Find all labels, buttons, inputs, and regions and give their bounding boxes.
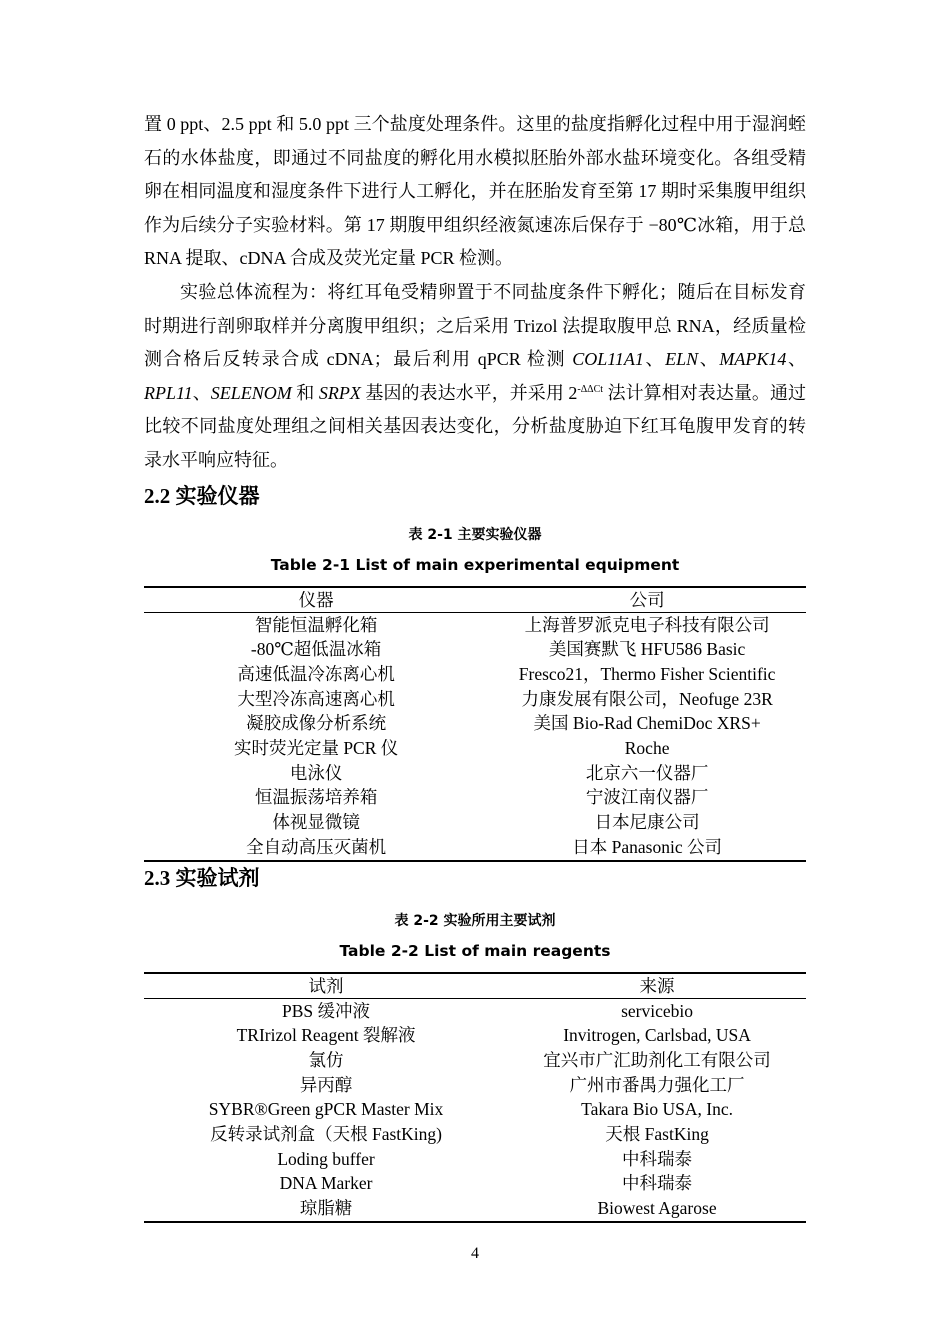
column-header-reagent: 试剂 bbox=[144, 973, 508, 999]
table1-caption-en: Table 2-1 List of main experimental equipment bbox=[270, 555, 680, 574]
table2-caption-zh: 表 2-2 实验所用主要试剂 bbox=[394, 912, 556, 929]
source-cell: servicebio bbox=[621, 1000, 693, 1021]
reagents-table bbox=[144, 972, 806, 1223]
source-cell: 宜兴市广汇助剂化工有限公司 bbox=[543, 1049, 771, 1070]
company-cell: 美国 Bio-Rad ChemiDoc XRS+ bbox=[533, 713, 761, 734]
equipment-table bbox=[144, 586, 806, 862]
table-row bbox=[144, 1122, 806, 1147]
company-cell: 日本尼康公司 bbox=[594, 812, 700, 833]
table-row bbox=[144, 711, 806, 736]
reagent-cell: 琼脂糖 bbox=[144, 1196, 508, 1222]
workflow-text-1: 实验总体流程为：将红耳龟受精卵置于不同盐度条件下孵化；随后在目标发育时期进行剖卵取样并分离腹甲组织；之后采用 Trizol 法提取腹甲总 RNA，经质量检测合格后反转录合成 cDNA；最后利用 qPCR 检测 bbox=[144, 281, 806, 370]
workflow-text-2: 基因的表达水平，并采用 2 bbox=[360, 382, 578, 403]
reagent-cell: Loding buffer bbox=[277, 1148, 375, 1169]
separator: 、 bbox=[192, 382, 211, 403]
separator: 、 bbox=[786, 349, 807, 370]
source-cell: Invitrogen, Carlsbad, USA bbox=[563, 1025, 751, 1046]
reagent-cell: SYBR®Green gPCR Master Mix bbox=[208, 1099, 444, 1120]
instrument-cell: 智能恒温孵化箱 bbox=[254, 614, 378, 635]
company-cell: Roche bbox=[624, 738, 670, 759]
source-cell: 中科瑞泰 bbox=[622, 1148, 693, 1169]
table-row bbox=[144, 1196, 806, 1222]
table-row bbox=[144, 1048, 806, 1073]
gene-mapk14: MAPK14 bbox=[719, 349, 787, 370]
section-heading-reagents: 2.3 实验试剂 bbox=[144, 865, 260, 890]
table2-caption-en: Table 2-2 List of main reagents bbox=[339, 941, 611, 960]
source-cell: 广州市番禺力强化工厂 bbox=[569, 1074, 745, 1095]
workflow-text-3: 法计算相对表达量。通过比较不同盐度处理组之间相关基因表达变化，分析盐度胁迫下红耳龟腹甲发育的转录水平响应特征。 bbox=[144, 382, 807, 470]
table-row bbox=[144, 687, 806, 712]
table-row bbox=[144, 1073, 806, 1098]
instrument-cell: 全自动高压灭菌机 bbox=[144, 835, 488, 861]
table-row bbox=[144, 1097, 806, 1122]
reagent-cell: 氯仿 bbox=[308, 1049, 344, 1070]
reagent-cell: 反转录试剂盒（天根 FastKing) bbox=[210, 1124, 442, 1145]
column-header-instrument: 仪器 bbox=[144, 587, 488, 613]
table-header-row bbox=[144, 973, 806, 999]
conjunction: 和 bbox=[291, 382, 319, 403]
instrument-cell: 恒温振荡培养箱 bbox=[254, 787, 378, 808]
instrument-cell: 大型冷冻高速离心机 bbox=[237, 688, 395, 709]
gene-rpl11: RPL11 bbox=[144, 382, 193, 403]
table-row bbox=[144, 785, 806, 810]
table-row bbox=[144, 736, 806, 761]
reagents-table-body bbox=[144, 998, 806, 1222]
company-cell: 力康发展有限公司，Neofuge 23R bbox=[521, 688, 773, 709]
separator: 、 bbox=[643, 349, 666, 370]
table-row bbox=[144, 662, 806, 687]
gene-selenom: SELENOM bbox=[210, 382, 292, 403]
table-header-row bbox=[144, 587, 806, 613]
gene-col11a1: COL11A1 bbox=[572, 349, 644, 370]
company-cell: 美国赛默飞 HFU586 Basic bbox=[548, 639, 746, 660]
section-heading-instruments: 2.2 实验仪器 bbox=[144, 483, 260, 508]
paragraph-incubation: 置 0 ppt、2.5 ppt 和 5.0 ppt 三个盐度处理条件。这里的盐度指孵化过程中用于湿润蛭石的水体盐度，即通过不同盐度的孵化用水模拟胚胎外部水盐环境变化。各组受精卵在相同温度和湿度条件下进行人工孵化，并在胚胎发育至第 17 期时采集腹甲组织作为后续分子实验材料。第 17 期腹甲组织经液氮速冻后保存于 −80℃冰箱，用于总 RNA 提取、cDNA 合成及荧光定量 PCR 检测。 bbox=[144, 114, 806, 269]
instrument-cell: 体视显微镜 bbox=[272, 812, 360, 833]
table-row bbox=[144, 761, 806, 786]
table-row bbox=[144, 835, 806, 861]
source-cell: Takara Bio USA, Inc. bbox=[581, 1099, 733, 1120]
reagent-cell: PBS 缓冲液 bbox=[282, 1000, 371, 1021]
company-cell: Fresco21，Thermo Fisher Scientific bbox=[518, 663, 776, 684]
table-row bbox=[144, 1147, 806, 1172]
column-header-company: 公司 bbox=[488, 587, 806, 613]
company-cell: 日本 Panasonic 公司 bbox=[488, 835, 806, 861]
company-cell: 上海普罗派克电子科技有限公司 bbox=[524, 614, 770, 635]
gene-eln: ELN bbox=[665, 349, 699, 370]
instrument-cell: -80℃超低温冰箱 bbox=[250, 639, 382, 660]
table-row bbox=[144, 810, 806, 835]
company-cell: 宁波江南仪器厂 bbox=[585, 787, 709, 808]
paragraph-workflow bbox=[144, 276, 806, 478]
source-cell: 天根 FastKing bbox=[605, 1124, 709, 1145]
reagent-cell: TRIrizol Reagent 裂解液 bbox=[236, 1025, 416, 1046]
table-row bbox=[144, 612, 806, 637]
reagent-cell: DNA Marker bbox=[279, 1173, 373, 1194]
page-number: 4 bbox=[471, 1245, 479, 1262]
instrument-cell: 凝胶成像分析系统 bbox=[246, 713, 387, 734]
table-row bbox=[144, 637, 806, 662]
company-cell: 北京六一仪器厂 bbox=[585, 762, 709, 783]
separator: 、 bbox=[698, 349, 720, 370]
table-row bbox=[144, 998, 806, 1023]
gene-srpx: SRPX bbox=[318, 382, 361, 403]
source-cell: 中科瑞泰 bbox=[622, 1173, 693, 1194]
reagent-cell: 异丙醇 bbox=[299, 1074, 353, 1095]
table1-caption-zh: 表 2-1 主要实验仪器 bbox=[408, 526, 542, 543]
instrument-cell: 高速低温冷冻离心机 bbox=[237, 663, 395, 684]
equipment-table-body bbox=[144, 612, 806, 861]
table-row bbox=[144, 1171, 806, 1196]
instrument-cell: 电泳仪 bbox=[289, 762, 343, 783]
column-header-source: 来源 bbox=[508, 973, 806, 999]
delta-ct-superscript: -ΔΔCt bbox=[577, 383, 604, 395]
source-cell: Biowest Agarose bbox=[508, 1196, 806, 1222]
instrument-cell: 实时荧光定量 PCR 仪 bbox=[233, 738, 399, 759]
table-row bbox=[144, 1023, 806, 1048]
page-content bbox=[144, 108, 806, 1223]
